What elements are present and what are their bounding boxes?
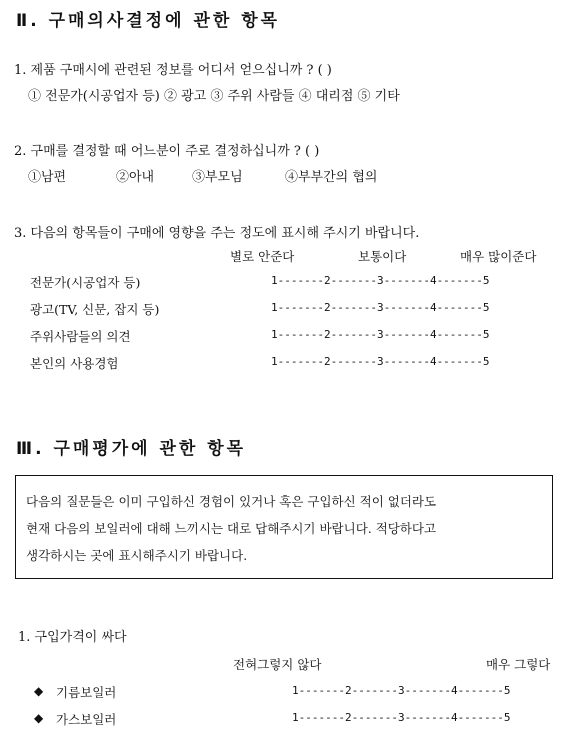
rating-scale[interactable]: 1-------2-------3-------4-------5 xyxy=(271,274,490,287)
rating-row-label: 본인의 사용경험 xyxy=(30,356,119,371)
section-2-title: Ⅱ. 구매의사결정에 관한 항목 xyxy=(16,11,281,31)
scale-label-mid: 보통이다 xyxy=(358,249,407,264)
question-1-text: 1. 제품 구매시에 관련된 정보를 어디서 얻으십니까 ? ( ) xyxy=(14,63,332,78)
rating-scale[interactable]: 1-------2-------3-------4-------5 xyxy=(271,328,490,341)
question-2-text: 2. 구매를 결정할 때 어느분이 주로 결정하십니까 ? ( ) xyxy=(14,144,320,159)
question-2-option-2: ②아내 xyxy=(116,170,155,185)
eval-scale-label-high: 매우 그렇다 xyxy=(486,657,551,672)
instruction-box xyxy=(15,475,553,579)
scale-label-low: 별로 안준다 xyxy=(230,249,295,264)
rating-row-label: 광고(TV, 신문, 잡지 등) xyxy=(30,302,160,317)
instruction-line: 생각하시는 곳에 표시해주시기 바랍니다. xyxy=(26,548,248,563)
diamond-bullet-icon: ◆ xyxy=(34,711,44,725)
boiler-row-label: 가스보일러 xyxy=(56,712,117,727)
rating-row-label: 전문가(시공업자 등) xyxy=(30,275,141,290)
question-2-option-1: ①남편 xyxy=(28,170,67,185)
diamond-bullet-icon: ◆ xyxy=(34,684,44,698)
eval-scale-label-low: 전혀그렇지 않다 xyxy=(233,657,322,672)
scale-label-high: 매우 많이준다 xyxy=(460,249,537,264)
boiler-row-label: 기름보일러 xyxy=(56,685,117,700)
section-3-title: Ⅲ. 구매평가에 관한 항목 xyxy=(16,439,247,459)
instruction-line: 다음의 질문들은 이미 구입하신 경험이 있거나 혹은 구입하신 적이 없더라도 xyxy=(26,494,437,509)
question-3-text: 3. 다음의 항목들이 구매에 영향을 주는 정도에 표시해 주시기 바랍니다. xyxy=(14,226,420,241)
rating-scale[interactable]: 1-------2-------3-------4-------5 xyxy=(292,711,511,724)
rating-scale[interactable]: 1-------2-------3-------4-------5 xyxy=(271,355,490,368)
eval-question-1-text: 1. 구입가격이 싸다 xyxy=(18,630,127,645)
rating-scale[interactable]: 1-------2-------3-------4-------5 xyxy=(271,301,490,314)
instruction-line: 현재 다음의 보일러에 대해 느끼시는 대로 답해주시기 바랍니다. 적당하다고 xyxy=(26,521,437,536)
question-1-options: ① 전문가(시공업자 등) ② 광고 ③ 주위 사람들 ④ 대리점 ⑤ 기타 xyxy=(28,89,400,104)
question-2-option-4: ④부부간의 협의 xyxy=(285,170,378,185)
question-2-option-3: ③부모님 xyxy=(192,170,243,185)
rating-scale[interactable]: 1-------2-------3-------4-------5 xyxy=(292,684,511,697)
rating-row-label: 주위사람들의 의견 xyxy=(30,329,131,344)
